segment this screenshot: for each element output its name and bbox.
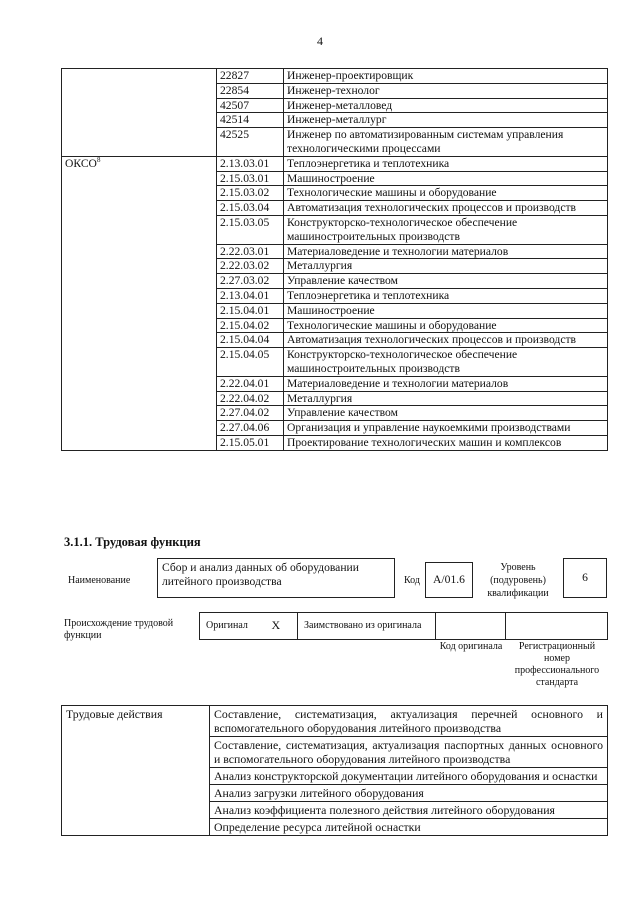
page-number: 4 <box>317 34 323 48</box>
qualification-level-label: Уровень (подуровень) квалификации <box>487 562 549 599</box>
title-cell: Инженер по автоматизированным системам управления технологическими процессами <box>284 128 608 157</box>
title-cell: Инженер-проектировщик <box>284 69 608 84</box>
labor-actions-table <box>61 705 608 836</box>
code-cell: 2.22.04.01 <box>217 376 284 391</box>
title-cell: Технологические машины и оборудование <box>284 186 608 201</box>
code-cell: 2.15.04.02 <box>217 318 284 333</box>
title-cell: Металлургия <box>284 259 608 274</box>
code-cell: 2.15.03.05 <box>217 215 284 244</box>
function-code-field: A/01.6 <box>425 562 473 598</box>
title-cell: Теплоэнергетика и теплотехника <box>284 288 608 303</box>
title-cell: Инженер-технолог <box>284 83 608 98</box>
okso-label-cell <box>62 156 217 450</box>
code-cell: 2.27.04.06 <box>217 421 284 436</box>
labor-action-item: Анализ коэффициента полезного действия литейного оборудования <box>210 802 608 819</box>
title-cell: Материаловедение и технологии материалов <box>284 376 608 391</box>
origin-table <box>199 612 608 640</box>
code-cell: 2.15.04.01 <box>217 303 284 318</box>
code-cell: 22827 <box>217 69 284 84</box>
original-label: Оригинал <box>200 613 266 640</box>
title-cell: Управление качеством <box>284 274 608 289</box>
name-label: Наименование <box>68 575 131 586</box>
section-title: 3.1.1. Трудовая функция <box>64 535 201 549</box>
code-cell: 2.27.03.02 <box>217 274 284 289</box>
code-cell: 2.15.05.01 <box>217 435 284 450</box>
title-cell: Инженер-металлург <box>284 113 608 128</box>
title-cell: Управление качеством <box>284 406 608 421</box>
labor-action-item: Составление, систематизация, актуализация паспортных данных основного и вспомогательного оборудования литейного производства <box>210 737 608 768</box>
okso-label: ОКСО <box>65 156 97 170</box>
table-row <box>62 706 608 737</box>
code-cell: 2.13.04.01 <box>217 288 284 303</box>
original-mark: X <box>266 613 298 640</box>
title-cell: Конструкторско-технологическое обеспечение машиностроительных производств <box>284 348 608 377</box>
title-cell: Машиностроение <box>284 171 608 186</box>
title-cell: Автоматизация технологических процессов и производств <box>284 333 608 348</box>
code-cell: 2.22.03.01 <box>217 244 284 259</box>
labor-action-item: Анализ конструкторской документации литейного оборудования и оснастки <box>210 768 608 785</box>
code-cell: 42525 <box>217 128 284 157</box>
code-cell: 2.15.03.01 <box>217 171 284 186</box>
code-cell: 22854 <box>217 83 284 98</box>
title-cell: Металлургия <box>284 391 608 406</box>
code-original-label: Код оригинала <box>439 641 503 652</box>
title-cell: Конструкторско-технологическое обеспечение машиностроительных производств <box>284 215 608 244</box>
title-cell: Автоматизация технологических процессов и производств <box>284 201 608 216</box>
code-cell: 2.15.03.04 <box>217 201 284 216</box>
code-cell: 2.15.04.04 <box>217 333 284 348</box>
code-cell: 2.15.03.02 <box>217 186 284 201</box>
code-original-cell <box>436 613 506 640</box>
code-label: Код <box>404 575 420 586</box>
title-cell: Инженер-металловед <box>284 98 608 113</box>
code-cell: 2.22.03.02 <box>217 259 284 274</box>
borrowed-label: Заимствовано из оригинала <box>298 613 436 640</box>
labor-action-item: Анализ загрузки литейного оборудования <box>210 785 608 802</box>
code-cell: 42514 <box>217 113 284 128</box>
okz-label-cell <box>62 69 217 157</box>
code-cell: 2.27.04.02 <box>217 406 284 421</box>
origin-label: Происхождение трудовой функции <box>64 618 174 641</box>
title-cell: Машиностроение <box>284 303 608 318</box>
title-cell: Материаловедение и технологии материалов <box>284 244 608 259</box>
labor-action-item: Определение ресурса литейной оснастки <box>210 819 608 836</box>
okso-footnote: 8 <box>96 155 101 164</box>
code-cell: 2.13.03.01 <box>217 156 284 171</box>
reg-number-label: Регистрационный номер профессионального стандарта <box>514 641 600 688</box>
code-cell: 42507 <box>217 98 284 113</box>
qualification-level-field: 6 <box>563 558 607 598</box>
table-row <box>62 69 608 84</box>
code-cell: 2.22.04.02 <box>217 391 284 406</box>
title-cell: Организация и управление наукоемкими производствами <box>284 421 608 436</box>
function-name-field: Сбор и анализ данных об оборудовании литейного производства <box>157 558 395 598</box>
labor-actions-label: Трудовые действия <box>62 706 210 836</box>
title-cell: Проектирование технологических машин и комплексов <box>284 435 608 450</box>
title-cell: Технологические машины и оборудование <box>284 318 608 333</box>
code-cell: 2.15.04.05 <box>217 348 284 377</box>
title-cell: Теплоэнергетика и теплотехника <box>284 156 608 171</box>
table-row <box>62 156 608 171</box>
reg-number-cell <box>506 613 608 640</box>
labor-action-item: Составление, систематизация, актуализация перечней основного и вспомогательного оборудования литейного производства <box>210 706 608 737</box>
classification-codes-table <box>61 68 608 451</box>
